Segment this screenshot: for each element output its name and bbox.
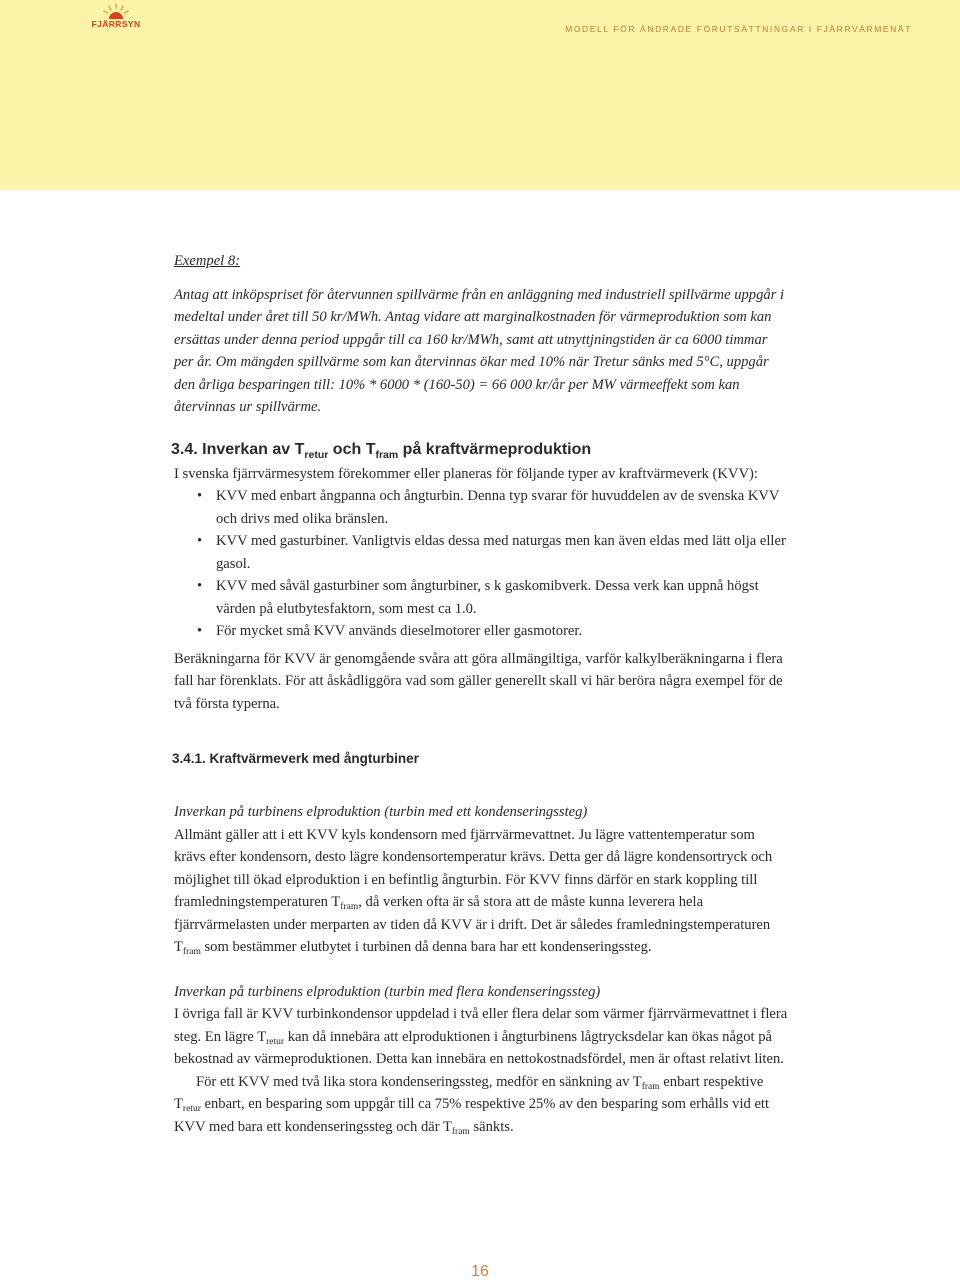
sun-icon: [88, 2, 144, 20]
part1-heading: Inverkan på turbinens elproduktion (turbin med ett kondenseringssteg): [174, 804, 588, 820]
part1-text-c: som bestämmer elutbytet i turbinen då denna bara har ett kondenseringssteg.: [200, 939, 652, 955]
page-content: [171, 250, 790, 1138]
list-item-text: KVV med enbart ångpanna och ångturbin. Denna typ svarar för huvuddelen av de svenska KVV och drivs med olika bränslen.: [216, 488, 780, 527]
list-item-text: KVV med såväl gasturbiner som ångturbiner, s k gaskomibverk. Dessa verk kan uppnå högst värden på elutbytesfaktorn, som mest ca 1.0.: [216, 578, 759, 617]
bullet-icon: •: [197, 578, 203, 594]
list-item: [174, 485, 790, 530]
section-title-b: och T: [328, 440, 376, 458]
list-item: [174, 575, 790, 620]
part1-text-a: Allmänt gäller att i ett KVV kyls kondensorn med fjärrvärmevattnet. Ju lägre vattentemperatur som krävs efter kondensorn, desto lägre kondensortemperatur krävs. Detta ger då lägre kondensortryck och möjlighet till ökad elproduktion i en befintlig ångturbin. För KVV finns därför en stark koppling till framledningstemperaturen T: [174, 826, 773, 910]
list-item: [174, 620, 790, 643]
running-header: MODELL FÖR ÄNDRADE FÖRUTSÄTTNINGAR I FJÄRRVÄRMENÄT: [565, 24, 912, 34]
part2-p2-a: För ett KVV med två lika stora kondenseringssteg, medför en sänkning av T: [196, 1073, 642, 1090]
subsection-heading: 3.4.1. Kraftvärmeverk med ångturbiner: [172, 751, 419, 766]
section-title-a: Inverkan av T: [202, 440, 305, 458]
section-number: 3.4.: [171, 440, 198, 458]
section-title-sub1: retur: [304, 448, 329, 461]
kvv-type-list: [174, 485, 790, 643]
bullet-icon: •: [197, 533, 203, 549]
example-text: Antag att inköpspriset för återvunnen spillvärme från en anläggning med industriell spillvärme uppgår i medeltal under året till 50 kr/MWh. Antag vidare att marginalkostnaden för värmeproduktion som kan ersättas under denna period uppgår till ca 160 kr/MWh, samt att utnyttjningstiden är ca 6000 timmar per år. Om mängden spillvärme som kan återvinnas ökar med 10% när Tretur sänks med 5°C, uppgår den årliga besparingen till: 10% * 6000 * (160-50) = 66 000 kr/år per MW värmeeffekt som kan återvinnas ur spillvärme.: [174, 286, 785, 415]
logo-text: FJÄRRSYN: [91, 19, 141, 29]
part2-text: [174, 1003, 790, 1071]
part2-sub-a: retur: [266, 1036, 285, 1047]
fjarrsyn-logo: [88, 2, 144, 32]
part1-text-b: , då verken ofta är så stora att de måste kunna leverera hela fjärrvärmelasten under merparten av tiden då KVV är i drift. Det är således framledningstemperaturen T: [174, 894, 771, 955]
part2-p2-c: enbart, en besparing som uppgår till ca 75% respektive 25% av den besparing som erhålls vid ett KVV med bara ett kondenseringssteg och där T: [174, 1096, 770, 1135]
section-heading: [171, 439, 788, 461]
list-item-text: För mycket små KVV används dieselmotorer eller gasmotorer.: [216, 623, 583, 639]
part1-sub-b: fram: [182, 947, 201, 957]
section-title-c: på kraftvärmeproduktion: [398, 440, 592, 458]
section-outro: Beräkningarna för KVV är genomgående svåra att göra allmängiltiga, varför kalkylberäkningarna i flera fall har förenklats. För att åskådliggöra vad som gäller generellt skall vi här beröra några exempel för de två första typerna.: [174, 650, 783, 712]
part2-paragraph-2: [174, 1071, 790, 1139]
part2-p2-b: enbart respektive T: [174, 1073, 764, 1112]
part2-heading: Inverkan på turbinens elproduktion (turbin med flera kondenseringssteg): [174, 983, 601, 1000]
part2-p2-d: sänkts.: [469, 1118, 514, 1135]
part2-text-b: kan då innebära att elproduktionen i ångturbinens lågtrycksdelar kan ökas något på bekostnad av värmeproduktionen. Detta kan innebära en nettokostnadsfördel, men är oftast relativt liten.: [174, 1028, 784, 1067]
bullet-icon: •: [197, 488, 203, 504]
section-intro: I svenska fjärrvärmesystem förekommer eller planeras för följande typer av kraftvärmeverk (KVV):: [174, 465, 758, 482]
page-number: 16: [471, 1263, 489, 1280]
part2-text-a: I övriga fall är KVV turbinkondensor uppdelad i två eller flera delar som värmer fjärrvärmevattnet i flera steg. En lägre T: [174, 1006, 788, 1045]
bullet-icon: •: [197, 623, 203, 639]
list-item-text: KVV med gasturbiner. Vanligtvis eldas dessa med naturgas men kan även eldas med lätt olja eller gasol.: [216, 533, 786, 572]
header-band: [0, 0, 960, 190]
part1-sub-a: fram: [340, 902, 359, 912]
part2-p2-sub2: retur: [182, 1104, 201, 1114]
part2-p2-sub1: fram: [641, 1081, 660, 1092]
example-heading: Exempel 8:: [174, 253, 241, 269]
part2-p2-sub3: fram: [451, 1126, 470, 1137]
section-title-sub2: fram: [375, 448, 399, 461]
list-item: [174, 530, 790, 575]
part1-text: [174, 824, 790, 959]
